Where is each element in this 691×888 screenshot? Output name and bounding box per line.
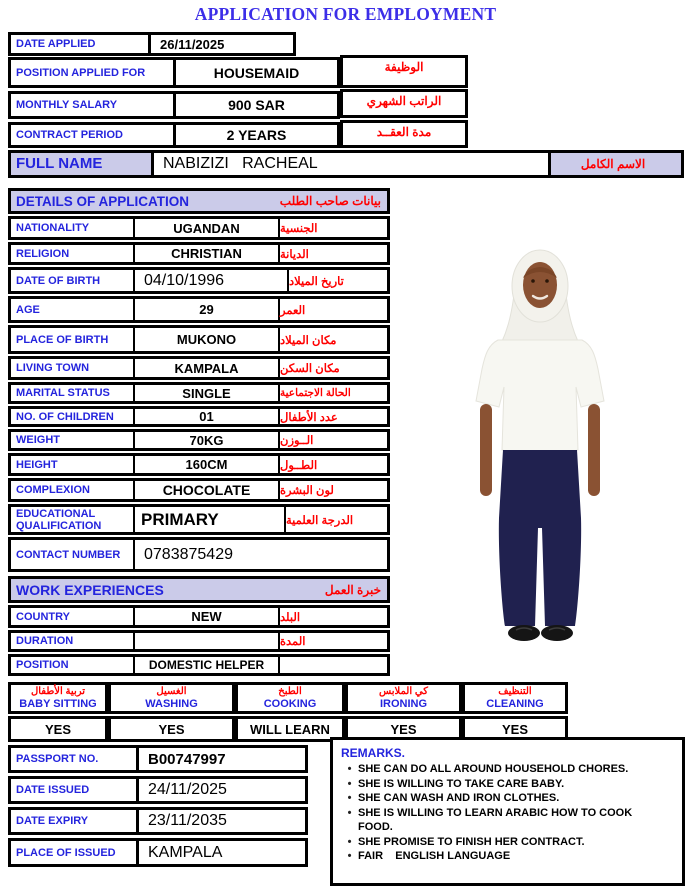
skill-label: IRONING xyxy=(379,698,428,710)
details-section-header xyxy=(8,188,390,214)
row-label: NATIONALITY xyxy=(11,219,135,237)
row-label: DATE ISSUED xyxy=(11,779,139,801)
remarks-item: • SHE PROMISE TO FINISH HER CONTRACT. xyxy=(341,835,674,850)
row-value: KAMPALA xyxy=(135,359,280,377)
row-arabic xyxy=(280,657,387,673)
details-row-nationality xyxy=(8,216,390,240)
row-label: DATE OF BIRTH xyxy=(11,270,135,291)
row-value: DOMESTIC HELPER xyxy=(135,657,280,673)
details-header-title: DETAILS OF APPLICATION xyxy=(16,193,189,209)
passport-row-place-of-issued xyxy=(8,838,308,867)
row-label: PLACE OF BIRTH xyxy=(11,328,135,351)
monthly-salary-label: MONTHLY SALARY xyxy=(11,94,176,116)
skill-header-cleaning xyxy=(462,682,568,714)
skill-arabic: تربية الأطفال xyxy=(30,686,86,697)
field-date-applied xyxy=(8,32,296,56)
details-row-religion xyxy=(8,242,390,265)
page-title: APPLICATION FOR EMPLOYMENT xyxy=(194,4,497,24)
work-header-arabic: خبرة العمل xyxy=(324,582,381,597)
field-position-applied xyxy=(8,57,340,88)
row-value: 29 xyxy=(135,299,280,320)
row-value: 70KG xyxy=(135,432,280,448)
row-value: CHOCOLATE xyxy=(135,481,280,499)
passport-row-number xyxy=(8,745,308,773)
remarks-box xyxy=(330,737,685,886)
remarks-item: • FAIR ENGLISH LANGUAGE xyxy=(341,849,674,864)
details-row-marital-status xyxy=(8,382,390,404)
row-value: NEW xyxy=(135,608,280,625)
skill-header-baby-sitting xyxy=(8,682,108,714)
row-value: PRIMARY xyxy=(135,507,286,532)
row-arabic: الديانة xyxy=(280,248,309,261)
row-label: CONTACT NUMBER xyxy=(11,540,135,569)
row-label: POSITION xyxy=(11,657,135,673)
work-header-title: WORK EXPERIENCES xyxy=(16,581,164,598)
row-label: COMPLEXION xyxy=(11,481,135,499)
details-row-date-of-birth xyxy=(8,267,390,294)
remarks-item: • SHE IS WILLING TO LEARN ARABIC HOW TO COOK FOOD. xyxy=(341,806,674,835)
row-value: 160CM xyxy=(135,456,280,473)
skill-value-cooking: WILL LEARN xyxy=(235,716,345,742)
row-arabic: الحالة الاجتماعية xyxy=(280,387,351,399)
row-value: 0783875429 xyxy=(144,545,233,563)
bullet-icon: • xyxy=(347,806,352,819)
work-section-header xyxy=(8,576,390,603)
work-row-country xyxy=(8,605,390,628)
row-arabic: البلد xyxy=(280,611,301,624)
row-value: 04/10/1996 xyxy=(135,270,289,291)
bullet-icon: • xyxy=(347,835,352,848)
row-label: LIVING TOWN xyxy=(11,359,135,377)
details-row-age xyxy=(8,296,390,323)
details-row-complexion xyxy=(8,478,390,502)
row-label: EDUCATIONAL QUALIFICATION xyxy=(11,507,135,532)
contract-period-value: 2 YEARS xyxy=(226,127,287,143)
bullet-icon: • xyxy=(347,763,352,775)
skill-header-ironing xyxy=(345,682,462,714)
details-row-educational-qualification xyxy=(8,504,390,535)
row-arabic: لون البشرة xyxy=(280,485,334,497)
row-value: CHRISTIAN xyxy=(135,245,280,262)
row-value: 23/11/2035 xyxy=(148,812,227,829)
position-applied-label: POSITION APPLIED FOR xyxy=(11,60,176,85)
row-arabic: تاريخ الميلاد xyxy=(289,275,344,288)
passport-row-date-issued xyxy=(8,776,308,804)
contract-arabic-label: مدة العقــد xyxy=(340,120,468,148)
applicant-photo-figure xyxy=(395,188,685,670)
skill-header-washing xyxy=(108,682,235,714)
row-value: MUKONO xyxy=(135,328,280,351)
row-label: PLACE OF ISSUED xyxy=(11,841,139,864)
skill-arabic: كي الملابس xyxy=(379,686,428,697)
monthly-salary-value: 900 SAR xyxy=(228,97,285,113)
skill-arabic: الطبخ xyxy=(278,686,302,697)
full-name-value: NABIZIZI RACHEAL xyxy=(154,153,551,175)
skill-label: BABY SITTING xyxy=(19,698,97,710)
applicant-photo xyxy=(395,188,685,670)
row-label: DURATION xyxy=(11,633,135,649)
skill-label: WASHING xyxy=(145,698,198,710)
row-value: 01 xyxy=(135,409,280,424)
bullet-icon: • xyxy=(347,777,352,790)
contract-period-label: CONTRACT PERIOD xyxy=(11,125,176,145)
salary-arabic-label: الراتب الشهري xyxy=(340,89,468,118)
row-arabic: المدة xyxy=(280,636,306,648)
skill-value-ironing: YES xyxy=(345,716,462,742)
skill-arabic: الغسيل xyxy=(156,686,187,697)
row-arabic: الجنسية xyxy=(280,223,318,235)
position-arabic-label: الوظيفة xyxy=(340,55,468,88)
details-row-living-town xyxy=(8,356,390,380)
row-label: DATE EXPIRY xyxy=(11,810,139,832)
skill-arabic: التنظيف xyxy=(498,686,532,697)
remarks-item: • SHE IS WILLING TO TAKE CARE BABY. xyxy=(341,777,674,792)
row-arabic: مكان الميلاد xyxy=(280,334,337,347)
row-value: SINGLE xyxy=(135,385,280,401)
remarks-header: REMARKS. xyxy=(341,746,406,760)
details-header-arabic: بيانات صاحب الطلب xyxy=(279,194,381,208)
row-label: PASSPORT NO. xyxy=(11,748,139,770)
work-row-duration xyxy=(8,630,390,652)
row-value: UGANDAN xyxy=(135,219,280,237)
full-name-label: FULL NAME xyxy=(11,153,154,175)
row-arabic: مكان السكن xyxy=(280,363,340,375)
details-row-height xyxy=(8,453,390,476)
row-label: AGE xyxy=(11,299,135,320)
skill-value-baby-sitting: YES xyxy=(8,716,108,742)
row-value: KAMPALA xyxy=(148,843,223,861)
work-row-position xyxy=(8,654,390,676)
row-label: COUNTRY xyxy=(11,608,135,625)
details-row-place-of-birth xyxy=(8,325,390,354)
details-row-weight xyxy=(8,429,390,451)
field-monthly-salary xyxy=(8,91,340,119)
bullet-icon: • xyxy=(347,792,352,804)
skill-value-washing: YES xyxy=(108,716,235,742)
row-label: NO. OF CHILDREN xyxy=(11,409,135,424)
skill-value-cleaning: YES xyxy=(462,716,568,742)
date-applied-value: 26/11/2025 xyxy=(160,36,225,52)
remarks-item: • SHE CAN WASH AND IRON CLOTHES. xyxy=(341,791,674,806)
row-label: RELIGION xyxy=(11,245,135,262)
row-label: MARITAL STATUS xyxy=(11,385,135,401)
row-arabic: عدد الأطفال xyxy=(280,411,338,424)
row-value: 24/11/2025 xyxy=(148,781,227,798)
full-name-arabic-label: الاسم الكامل xyxy=(551,153,681,175)
remarks-item: • SHE CAN DO ALL AROUND HOUSEHOLD CHORES. xyxy=(341,762,674,777)
field-contract-period xyxy=(8,122,340,148)
field-full-name xyxy=(8,150,684,178)
details-row-contact-number xyxy=(8,537,390,572)
row-label: HEIGHT xyxy=(11,456,135,473)
bullet-icon: • xyxy=(347,850,352,862)
skill-header-cooking xyxy=(235,682,345,714)
date-applied-label: DATE APPLIED xyxy=(11,35,151,53)
row-arabic: الدرجة العلمية xyxy=(286,514,354,527)
details-row-no-of-children xyxy=(8,406,390,427)
row-arabic: الــوزن xyxy=(280,435,314,447)
row-label: WEIGHT xyxy=(11,432,135,448)
position-applied-value: HOUSEMAID xyxy=(213,64,300,81)
passport-row-date-expiry xyxy=(8,807,308,835)
row-value: B00747997 xyxy=(148,750,226,768)
row-arabic: الطــول xyxy=(280,459,318,472)
row-arabic: العمر xyxy=(280,304,306,317)
skill-label: COOKING xyxy=(263,698,317,710)
skill-label: CLEANING xyxy=(486,698,544,710)
row-value xyxy=(135,633,280,649)
